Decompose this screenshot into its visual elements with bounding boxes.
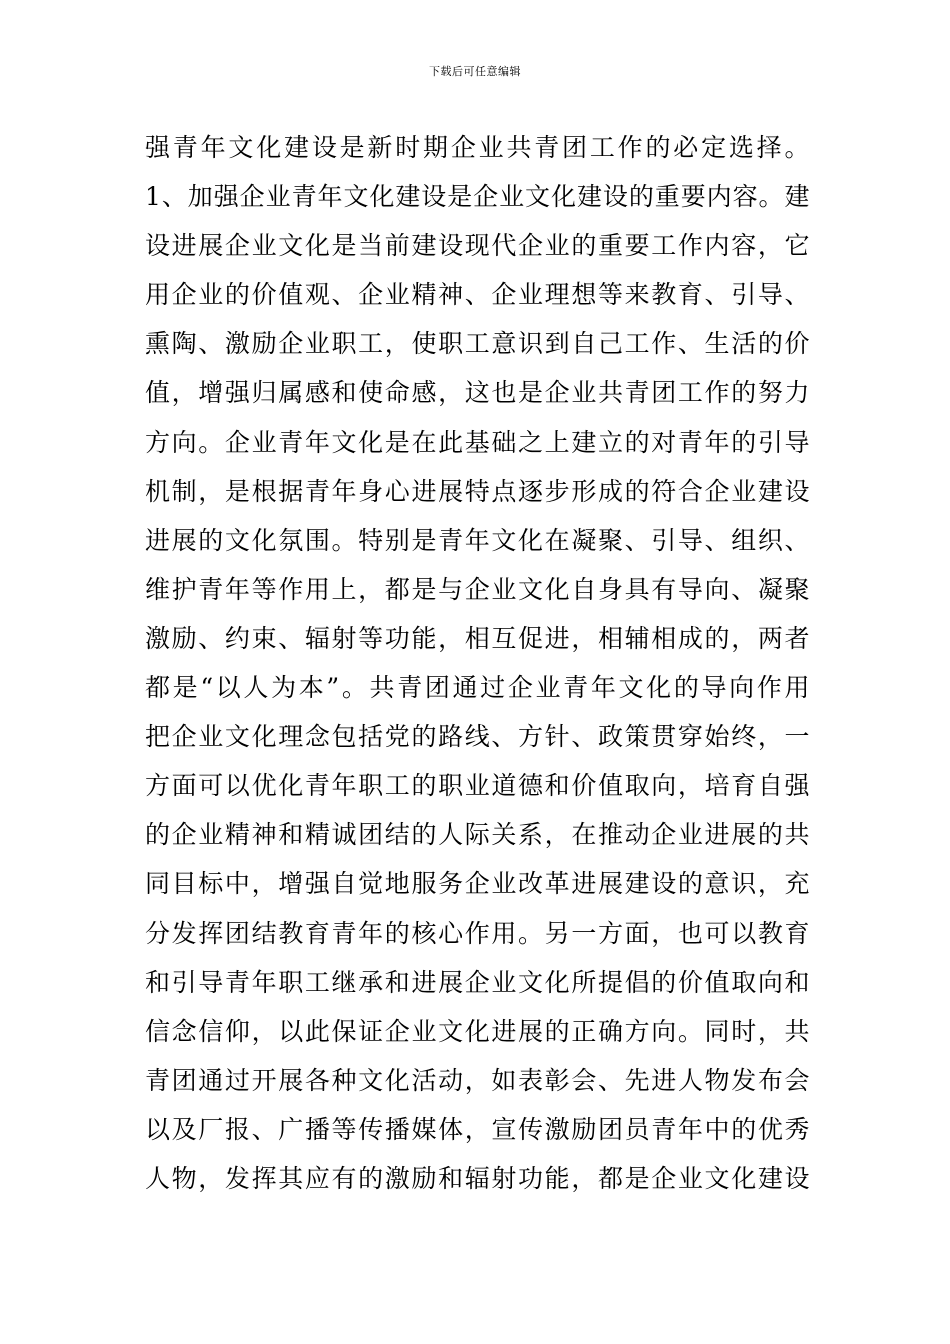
text-line: 激励、约束、辐射等功能，相互促进，相辅相成的，两者 [145,623,810,653]
text-line: 青团通过开展各种文化活动，如表彰会、先进人物发布会 [145,1065,810,1095]
text-line: 维护青年等作用上，都是与企业文化自身具有导向、凝聚 [145,574,810,604]
text-line: 进展的文化氛围。特别是青年文化在凝聚、引导、组织、 [145,525,810,555]
text-line: 设进展企业文化是当前建设现代企业的重要工作内容，它 [145,231,810,261]
text-line: 机制，是根据青年身心进展特点逐步形成的符合企业建设 [145,476,810,506]
body-text [145,123,810,1203]
text-line: 把企业文化理念包括党的路线、方针、政策贯穿始终，一 [145,722,810,752]
text-line: 熏陶、激励企业职工，使职工意识到自己工作、生活的价 [145,329,810,359]
text-line: 同目标中，增强自觉地服务企业改革进展建设的意识，充 [145,869,810,899]
text-line: 值，增强归属感和使命感，这也是企业共青团工作的努力 [145,378,810,408]
text-line: 和引导青年职工继承和进展企业文化所提倡的价值取向和 [145,967,810,997]
text-line: 信念信仰，以此保证企业文化进展的正确方向。同时，共 [145,1016,810,1046]
text-line: 1、加强企业青年文化建设是企业文化建设的重要内容。建 [145,182,810,212]
text-line: 方面可以优化青年职工的职业道德和价值取向，培育自强 [145,771,810,801]
page-header-note: 下载后可任意编辑 [429,65,521,78]
text-line: 的企业精神和精诚团结的人际关系，在推动企业进展的共 [145,820,810,850]
text-line: 都是“以人为本”。共青团通过企业青年文化的导向作用 [145,673,810,703]
text-line: 方向。企业青年文化是在此基础之上建立的对青年的引导 [145,427,810,457]
text-line: 分发挥团结教育青年的核心作用。另一方面，也可以教育 [145,918,810,948]
text-line: 强青年文化建设是新时期企业共青团工作的必定选择。 [145,133,810,162]
text-line: 以及厂报、广播等传播媒体，宣传激励团员青年中的优秀 [145,1114,810,1144]
text-line: 人物，发挥其应有的激励和辐射功能，都是企业文化建设 [145,1163,810,1193]
text-line: 用企业的价值观、企业精神、企业理想等来教育、引导、 [145,280,810,310]
